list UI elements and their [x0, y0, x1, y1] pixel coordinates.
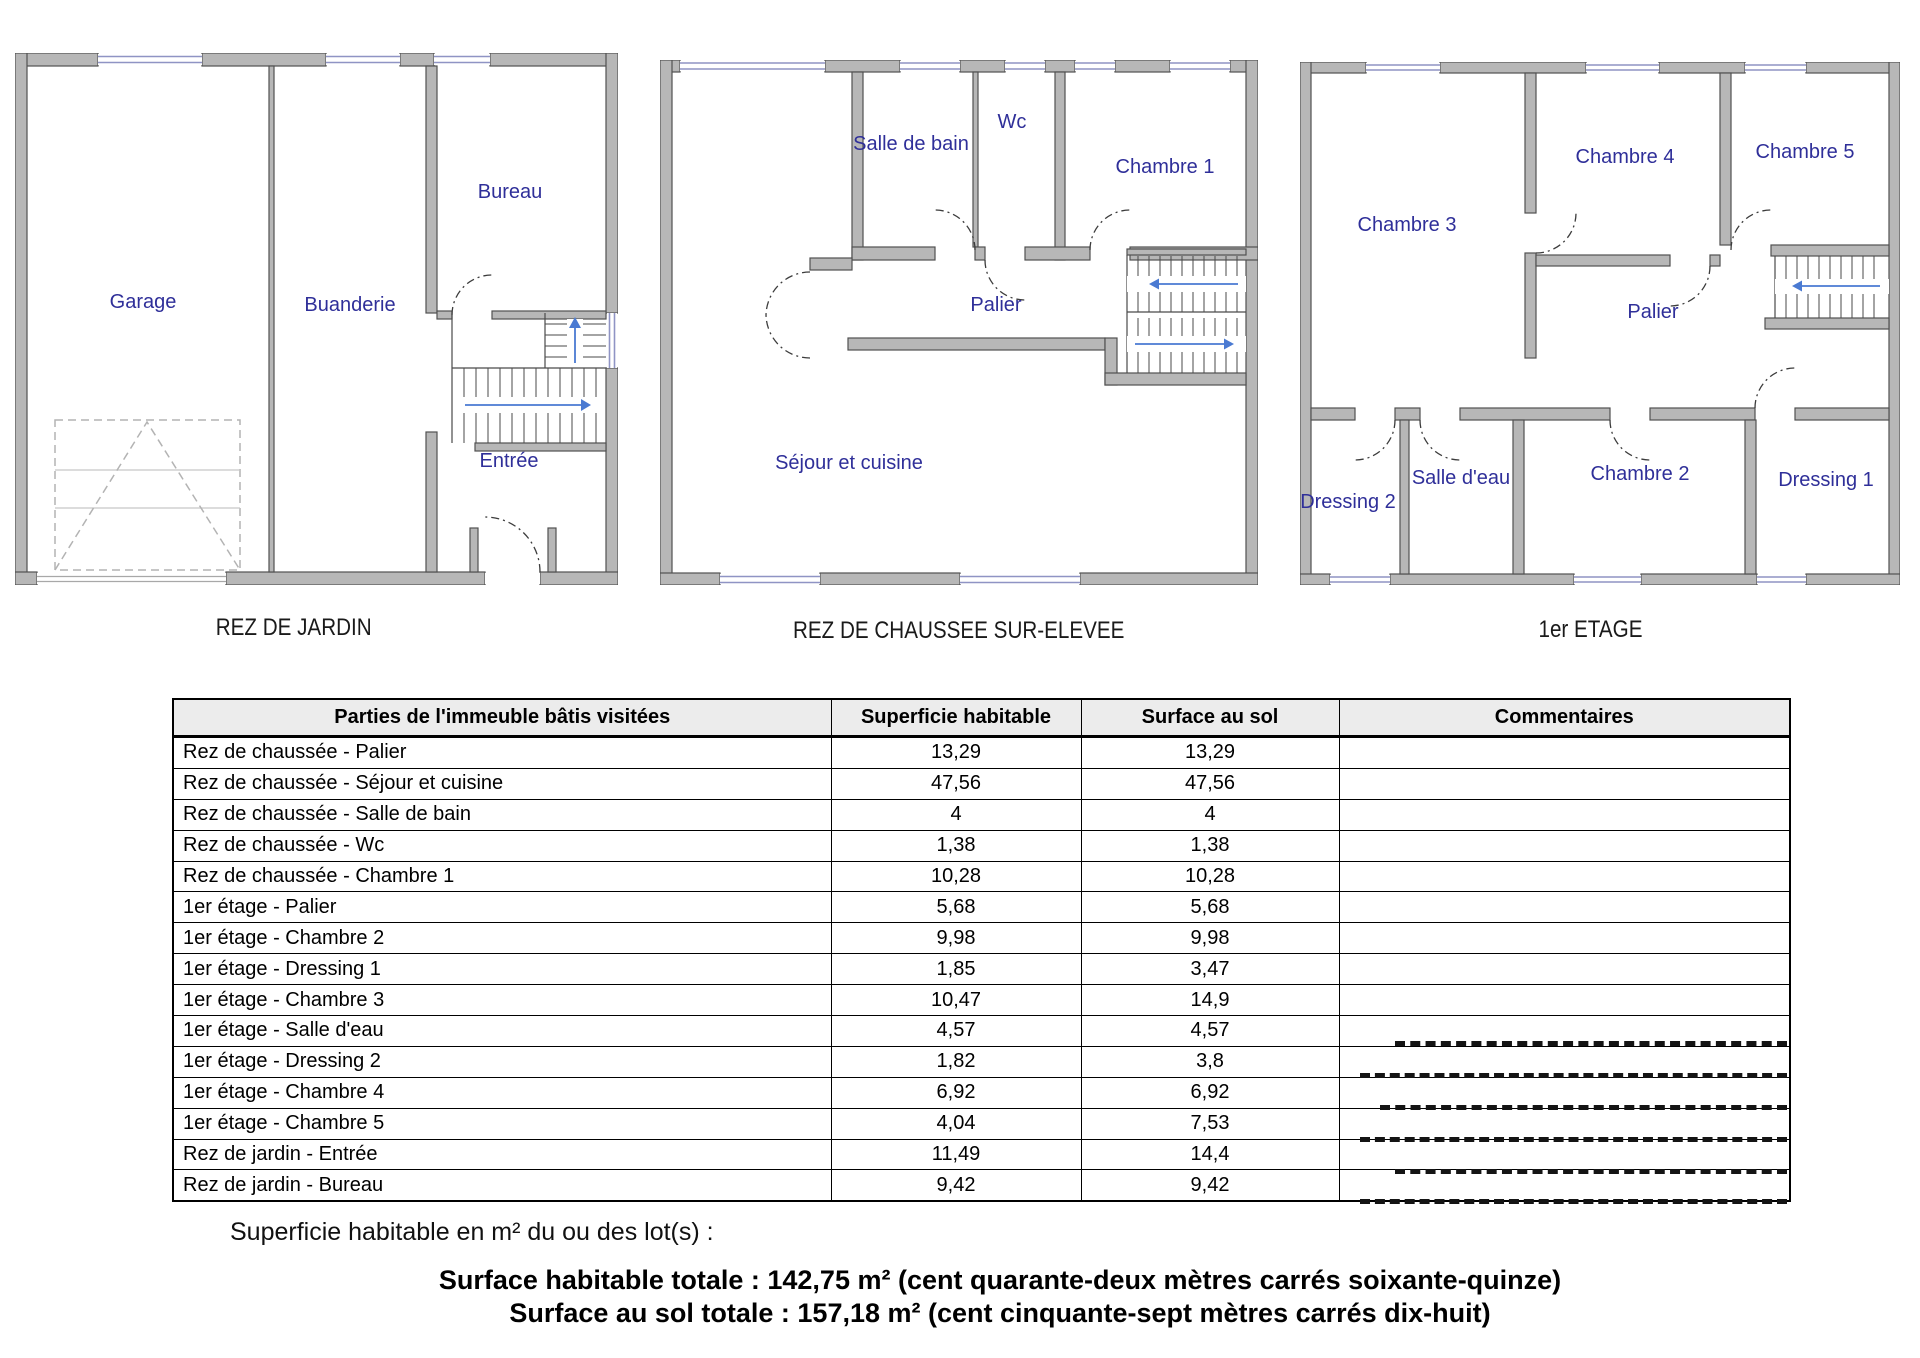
garage-door-swing [55, 420, 240, 570]
cell-superficie: 9,42 [831, 1170, 1081, 1201]
table-row [173, 1077, 1790, 1108]
floor-plan-1er-etage [1300, 62, 1900, 585]
entree-door [485, 517, 540, 584]
plan-caption-1er-etage: 1er ETAGE [1537, 616, 1643, 643]
artifact-dash [1360, 1199, 1787, 1204]
floor-plan-rez-de-chaussee [660, 60, 1258, 585]
door-arc-chambre3 [1536, 213, 1576, 253]
cell-part: Rez de chaussée - Salle de bain [173, 799, 831, 830]
header-commentaires: Commentaires [1339, 699, 1790, 737]
door-arc-chambre4 [1670, 266, 1710, 306]
cell-comment [1339, 892, 1790, 923]
plan-caption-rez-de-chaussee: REZ DE CHAUSSEE SUR-ELEVEE [793, 617, 1125, 644]
cell-comment [1339, 1170, 1790, 1201]
cell-comment [1339, 985, 1790, 1016]
cell-part: 1er étage - Dressing 1 [173, 954, 831, 985]
header-superficie: Superficie habitable [831, 699, 1081, 737]
double-door-sejour [766, 272, 810, 358]
cell-superficie: 10,28 [831, 861, 1081, 892]
cell-part: Rez de chaussée - Séjour et cuisine [173, 768, 831, 799]
cell-comment [1339, 1108, 1790, 1139]
table-row [173, 799, 1790, 830]
cell-part: 1er étage - Chambre 2 [173, 923, 831, 954]
cell-superficie: 4,04 [831, 1108, 1081, 1139]
cell-superficie: 5,68 [831, 892, 1081, 923]
door-arc-salle-deau [1420, 420, 1460, 460]
room-label-entree: Entrée [479, 450, 539, 472]
cell-part: 1er étage - Palier [173, 892, 831, 923]
cell-superficie: 11,49 [831, 1139, 1081, 1170]
room-label-chambre2: Chambre 2 [1590, 463, 1690, 485]
room-label-chambre4: Chambre 4 [1575, 146, 1675, 168]
cell-comment [1339, 799, 1790, 830]
door-arc-salle-de-bain [935, 210, 975, 250]
cell-surface-sol: 6,92 [1081, 1077, 1339, 1108]
cell-part: Rez de jardin - Entrée [173, 1139, 831, 1170]
cell-superficie: 9,98 [831, 923, 1081, 954]
table-row [173, 892, 1790, 923]
cell-surface-sol: 3,47 [1081, 954, 1339, 985]
cell-surface-sol: 47,56 [1081, 768, 1339, 799]
table-row [173, 1108, 1790, 1139]
room-label-palier: Palier [1627, 301, 1679, 323]
room-label-bureau: Bureau [477, 181, 543, 203]
room-label-dressing2: Dressing 2 [1300, 491, 1396, 513]
table-row [173, 923, 1790, 954]
door-arc-chambre5 [1731, 210, 1771, 250]
cell-comment [1339, 1139, 1790, 1170]
room-label-salle-de-bain: Salle de bain [853, 133, 969, 155]
cell-part: Rez de chaussée - Palier [173, 737, 831, 769]
artifact-dash [1360, 1073, 1787, 1078]
door-arc-chambre2 [1610, 420, 1650, 460]
room-label-buanderie: Buanderie [304, 294, 396, 316]
cell-comment [1339, 923, 1790, 954]
table-row [173, 954, 1790, 985]
staircase [452, 313, 606, 443]
cell-surface-sol: 9,98 [1081, 923, 1339, 954]
cell-part: Rez de chaussée - Chambre 1 [173, 861, 831, 892]
cell-surface-sol: 7,53 [1081, 1108, 1339, 1139]
cell-superficie: 4 [831, 799, 1081, 830]
superficie-note: Superficie habitable en m² du ou des lot(s) : [230, 1218, 714, 1246]
room-label-garage: Garage [109, 291, 177, 313]
cell-comment [1339, 861, 1790, 892]
garage-door-opening [37, 573, 226, 584]
header-parties: Parties de l'immeuble bâtis visitées [173, 699, 831, 737]
door-arc-dressing2 [1355, 420, 1395, 460]
walls [15, 53, 618, 585]
room-label-palier: Palier [970, 294, 1022, 316]
cell-comment [1339, 1077, 1790, 1108]
room-label-chambre3: Chambre 3 [1357, 214, 1457, 236]
cell-superficie: 47,56 [831, 768, 1081, 799]
cell-part: 1er étage - Salle d'eau [173, 1016, 831, 1047]
cell-part: Rez de jardin - Bureau [173, 1170, 831, 1201]
table-row [173, 861, 1790, 892]
cell-surface-sol: 5,68 [1081, 892, 1339, 923]
artifact-dash [1380, 1105, 1787, 1110]
table-row [173, 1170, 1790, 1201]
table-row [173, 830, 1790, 861]
cell-surface-sol: 3,8 [1081, 1046, 1339, 1077]
cell-surface-sol: 4,57 [1081, 1016, 1339, 1047]
cell-surface-sol: 14,9 [1081, 985, 1339, 1016]
total-habitable: Surface habitable totale : 142,75 m² (cent quarante-deux mètres carrés soixante-quinze) [438, 1265, 1562, 1295]
cell-superficie: 1,82 [831, 1046, 1081, 1077]
table-row [173, 768, 1790, 799]
cell-surface-sol: 9,42 [1081, 1170, 1339, 1201]
table-row [173, 737, 1790, 769]
table-header-row [173, 699, 1790, 737]
cell-superficie: 10,47 [831, 985, 1081, 1016]
cell-superficie: 1,38 [831, 830, 1081, 861]
cell-part: 1er étage - Chambre 5 [173, 1108, 831, 1139]
cell-superficie: 13,29 [831, 737, 1081, 769]
totals-block [160, 1264, 1840, 1330]
cell-superficie: 4,57 [831, 1016, 1081, 1047]
room-label-dressing1: Dressing 1 [1778, 469, 1874, 491]
room-label-chambre5: Chambre 5 [1755, 141, 1855, 163]
cell-part: 1er étage - Chambre 3 [173, 985, 831, 1016]
cell-comment [1339, 830, 1790, 861]
artifact-dash [1395, 1041, 1787, 1046]
cell-surface-sol: 13,29 [1081, 737, 1339, 769]
cell-surface-sol: 1,38 [1081, 830, 1339, 861]
door-arc-bureau [452, 275, 492, 315]
room-label-sejour: Séjour et cuisine [775, 452, 923, 474]
cell-superficie: 6,92 [831, 1077, 1081, 1108]
header-surface-sol: Surface au sol [1081, 699, 1339, 737]
room-label-salle-deau: Salle d'eau [1411, 467, 1511, 489]
table-body [173, 737, 1790, 1202]
surface-table [172, 698, 1791, 1202]
cell-surface-sol: 14,4 [1081, 1139, 1339, 1170]
table-row [173, 1139, 1790, 1170]
cell-part: 1er étage - Chambre 4 [173, 1077, 831, 1108]
room-label-wc: Wc [997, 111, 1027, 133]
plan-caption-rez-de-jardin: REZ DE JARDIN [216, 614, 372, 641]
cell-comment [1339, 768, 1790, 799]
cell-surface-sol: 10,28 [1081, 861, 1339, 892]
total-surface-sol: Surface au sol totale : 157,18 m² (cent cinquante-sept mètres carrés dix-huit) [509, 1298, 1491, 1328]
room-label-chambre1: Chambre 1 [1115, 156, 1215, 178]
artifact-dash [1360, 1137, 1787, 1142]
cell-superficie: 1,85 [831, 954, 1081, 985]
artifact-dash [1395, 1169, 1787, 1174]
staircase [1127, 255, 1246, 373]
door-arc-dressing1 [1755, 368, 1795, 408]
cell-part: Rez de chaussée - Wc [173, 830, 831, 861]
door-arc-chambre1 [1090, 210, 1130, 250]
floor-plan-rez-de-jardin [15, 53, 618, 585]
cell-part: 1er étage - Dressing 2 [173, 1046, 831, 1077]
cell-comment [1339, 737, 1790, 769]
cell-surface-sol: 4 [1081, 799, 1339, 830]
staircase [1775, 256, 1889, 318]
cell-comment [1339, 954, 1790, 985]
table-row [173, 985, 1790, 1016]
windows [98, 54, 617, 368]
